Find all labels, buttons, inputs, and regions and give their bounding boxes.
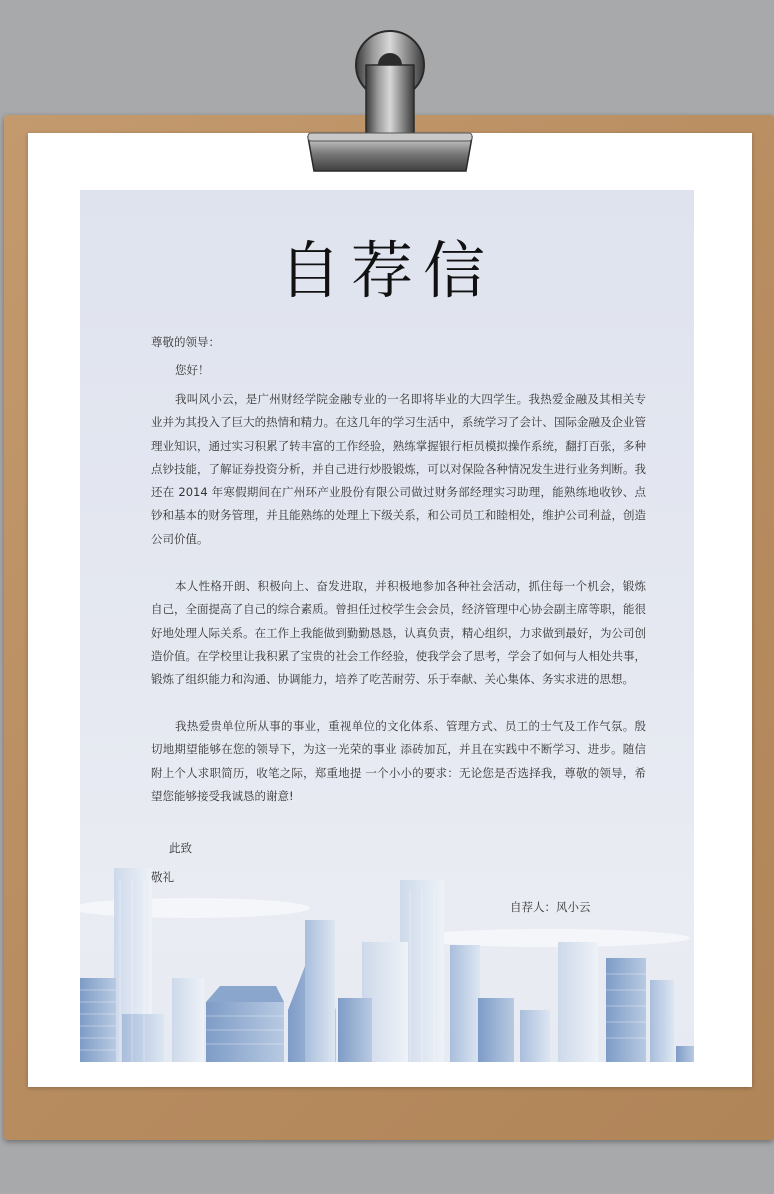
closing-line-1: 此致 — [169, 841, 192, 855]
letter-title: 自荐信 — [278, 234, 495, 307]
binder-clip-icon — [290, 25, 490, 177]
salutation: 尊敬的领导： — [151, 335, 220, 349]
signature: 自荐人：风小云 — [510, 900, 591, 914]
greeting: 您好！ — [175, 363, 210, 377]
paragraph-1: 我叫风小云，是广州财经学院金融专业的一名即将毕业的大四学生。我热爱金融及其相关专业并为其投入了巨大的热情和精力。在这几年的学习生活中，系统学习了会计、国际金融及企业管理业知识，通过实习积累了转丰富的工作经验，熟练掌握银行柜员模拟操作系统，翻打百张，多种点钞技能，了解证券投资分析，并自己进行炒股锻炼，可以对保险各种情况发生进行业务判断。我还在 2014 年寒假期间在广州环产业股份有限公司做过财务部经理实习助理，能熟练地收钞、点钞和基本的财务管理，并且能熟练的处理上下级关系，和公司员工和睦相处，维护公司利益，创造公司价值。 — [151, 392, 646, 546]
paragraph-3: 我热爱贵单位所从事的事业，重视单位的文化体系、管理方式、员工的士气及工作气氛。殷切地期望能够在您的领导下，为这一光荣的事业 添砖加瓦，并且在实践中不断学习、进步。随信附上个人求职简历，收笔之际，郑重地提 一个小小的要求：无论您是否选择我，尊敬的领导，希望您能够接受我诚恳的谢意! — [151, 719, 646, 803]
paragraph-2: 本人性格开朗、积极向上、奋发进取，并积极地参加各种社会活动，抓住每一个机会，锻炼自己，全面提高了自己的综合素质。曾担任过校学生会会员，经济管理中心协会副主席等职，能很好地处理人际关系。在工作上我能做到勤勤恳恳，认真负责，精心组织，力求做到最好，为公司创造价值。在学校里让我积累了宝贵的社会工作经验，使我学会了思考，学会了如何与人相处共事，锻炼了组织能力和沟通、协调能力，培养了吃苦耐劳、乐于奉献、关心集体、务实求进的思想。 — [151, 579, 646, 687]
closing-line-2: 敬礼 — [151, 870, 174, 884]
